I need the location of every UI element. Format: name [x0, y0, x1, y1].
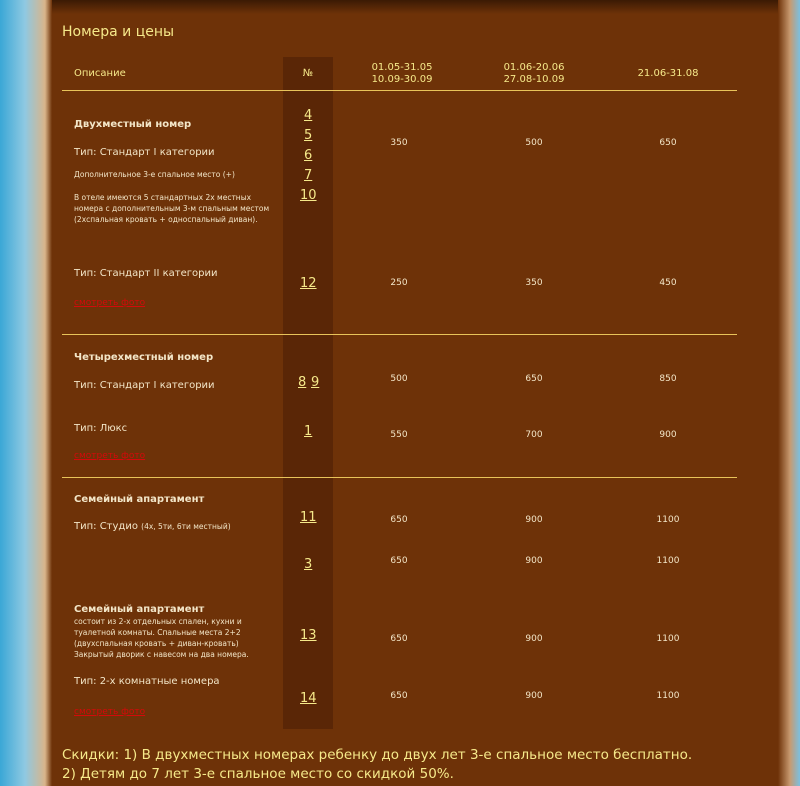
price-family-1-p1: 650	[390, 515, 408, 525]
price-family-3-p3: 1100	[656, 634, 680, 644]
section-title-family: Семейный апартамент	[74, 494, 205, 505]
room-link-3[interactable]: 3	[304, 557, 313, 572]
double-extra-bed: Дополнительное 3-е спальное место (+)	[74, 170, 235, 179]
room-link-11[interactable]: 11	[300, 510, 317, 525]
header-period-2: 01.06-20.06 27.08-10.09	[503, 62, 565, 85]
section-title-family-2: Семейный апартамент	[74, 604, 205, 615]
page-title: Номера и цены	[62, 24, 175, 40]
room-link-5[interactable]: 5	[304, 128, 313, 143]
section-divider-1	[62, 334, 737, 335]
price-quad-2-p3: 900	[659, 430, 677, 440]
section-title-double: Двухместный номер	[74, 119, 192, 130]
room-link-1[interactable]: 1	[304, 424, 313, 439]
section-divider-2	[62, 477, 737, 478]
price-quad-1-p3: 850	[659, 374, 677, 384]
price-quad-1-p2: 650	[525, 374, 543, 384]
price-family-2-p3: 1100	[656, 556, 680, 566]
double-type-1: Тип: Стандарт I категории	[74, 147, 215, 158]
header-divider	[62, 90, 737, 91]
room-link-4[interactable]: 4	[304, 108, 313, 123]
price-double-2-p2: 350	[525, 278, 543, 288]
panel-top-shadow	[52, 0, 778, 14]
price-double-1-p2: 500	[525, 138, 543, 148]
price-family-2-p1: 650	[390, 556, 408, 566]
family-photo-link[interactable]: смотреть фото	[74, 707, 146, 717]
header-period-1: 01.05-31.05 10.09-30.09	[371, 62, 433, 85]
section-title-quad: Четырехместный номер	[74, 352, 214, 363]
room-link-7[interactable]: 7	[304, 168, 313, 183]
price-quad-1-p1: 500	[390, 374, 408, 384]
header-number: №	[302, 68, 314, 79]
price-quad-2-p2: 700	[525, 430, 543, 440]
price-quad-2-p1: 550	[390, 430, 408, 440]
price-double-1-p3: 650	[659, 138, 677, 148]
content-panel	[52, 0, 778, 786]
price-family-3-p2: 900	[525, 634, 543, 644]
room-link-10[interactable]: 10	[300, 188, 317, 203]
price-family-4-p3: 1100	[656, 691, 680, 701]
room-link-6[interactable]: 6	[304, 148, 313, 163]
price-double-1-p1: 350	[390, 138, 408, 148]
price-family-4-p2: 900	[525, 691, 543, 701]
price-family-3-p1: 650	[390, 634, 408, 644]
discount-note: Скидки: 1) В двухместных номерах ребенку до двух лет 3-е спальное место бесплатно. 2) Детям до 7 лет 3-е спальное место со скидкой 50%.	[62, 747, 693, 782]
quad-type-1: Тип: Стандарт I категории	[74, 380, 215, 391]
room-link-9[interactable]: 9	[311, 375, 320, 390]
price-family-1-p2: 900	[525, 515, 543, 525]
quad-type-2: Тип: Люкс	[74, 423, 128, 434]
family-description: состоит из 2-х отдельных спален, кухни и туалетной комнаты. Спальные места 2+2 (двухспальная кровать + диван-кровать) Закрытый дворик с навесом на два номера.	[74, 617, 249, 659]
quad-photo-link[interactable]: смотреть фото	[74, 451, 146, 461]
family-type-2: Тип: 2-х комнатные номера	[74, 676, 220, 687]
price-family-2-p2: 900	[525, 556, 543, 566]
double-type-2: Тип: Стандарт II категории	[74, 268, 218, 279]
price-family-1-p3: 1100	[656, 515, 680, 525]
room-link-12[interactable]: 12	[300, 276, 317, 291]
room-link-13[interactable]: 13	[300, 628, 317, 643]
family-type-1: Тип: Студио (4х, 5ти, 6ти местный)	[74, 521, 231, 532]
room-link-8[interactable]: 8	[298, 375, 307, 390]
room-link-14[interactable]: 14	[300, 691, 317, 706]
price-double-2-p1: 250	[390, 278, 408, 288]
double-note: В отеле имеются 5 стандартных 2х местных номера с дополнительным 3-м спальным местом (2хспальная кровать + односпальный диван).	[74, 193, 270, 224]
price-double-2-p3: 450	[659, 278, 677, 288]
price-family-4-p1: 650	[390, 691, 408, 701]
double-photo-link[interactable]: смотреть фото	[74, 298, 146, 308]
header-description: Описание	[74, 68, 126, 79]
header-period-3: 21.06-31.08	[637, 68, 699, 79]
